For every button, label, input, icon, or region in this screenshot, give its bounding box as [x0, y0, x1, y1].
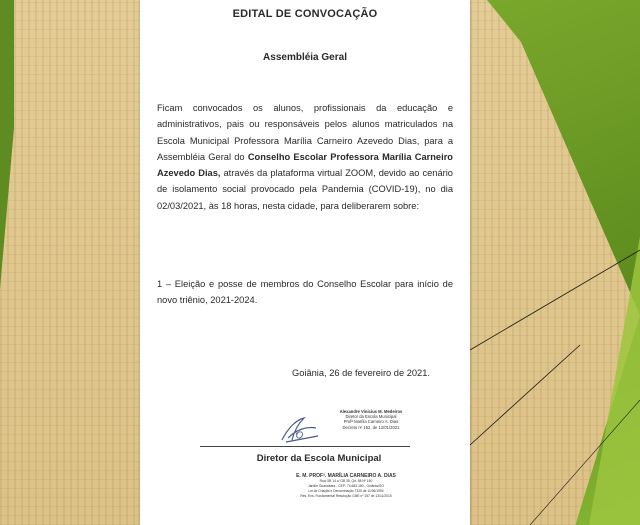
stamp-school-name: E. M. PROFª. MARÍLIA CARNEIRO A. DIAS	[296, 473, 396, 479]
paragraph-text-2: através da plataforma virtual ZOOM, devido ao cenário de isolamento social provocado pela Pandemia (COVID-19), no dia 02/03/2021, às 18 horas, nesta cidade, para deliberarem sobre:	[157, 168, 453, 211]
stamp-resolution: Res. Ens. Fundamental Resolução CME nº 157 de 13/11/2015	[300, 494, 392, 498]
background-left-wood	[0, 0, 140, 525]
signer-school: Profª Marília Carneiro A. Dias	[343, 419, 399, 425]
signature-mark	[278, 414, 322, 446]
document-title: EDITAL DE CONVOCAÇÃO	[232, 8, 378, 20]
convocation-paragraph	[157, 100, 453, 214]
signature-block	[330, 409, 412, 430]
paragraph-text-1: Ficam convocados os alunos, profissionais da educação e administrativos, pais ou responsáveis pelos alunos matriculados na Escola Municipal Professora Marília Carneiro Azevedo Dias, para a Assembléia Geral do	[157, 103, 453, 162]
place-date: Goiânia, 26 de fevereiro de 2021.	[291, 368, 430, 378]
stamp-address: Rua GB 14 c/ GB 35, Qd. 58 Nº 150	[319, 479, 373, 483]
stamp-cep: Jardim Guanabara - CEP: 74.683-180 - Goiânia/GO	[308, 484, 384, 488]
school-stamp	[290, 474, 402, 499]
stamp-law: Lei de Criação e Denominação 7325 de 11/06/1994	[308, 489, 384, 493]
background-lines	[470, 0, 640, 525]
signer-role: Diretor da Escola Municipal	[345, 414, 397, 420]
director-label: Diretor da Escola Municipal	[256, 453, 382, 464]
signer-decree: Decreto nº 152, de 12/01/2021	[342, 424, 400, 430]
signature-line	[200, 446, 410, 447]
council-name: Conselho Escolar Professora Marília Carneiro Azevedo Dias,	[157, 151, 453, 179]
agenda-item: 1 – Eleição e posse de membros do Conselho Escolar para início de novo triênio, 2021-2024.	[157, 279, 453, 306]
signer-name: Alexandre Vinicius M. Medeiros	[339, 409, 403, 414]
notice-document	[140, 0, 470, 525]
document-subtitle: Assembléia Geral	[263, 52, 347, 63]
